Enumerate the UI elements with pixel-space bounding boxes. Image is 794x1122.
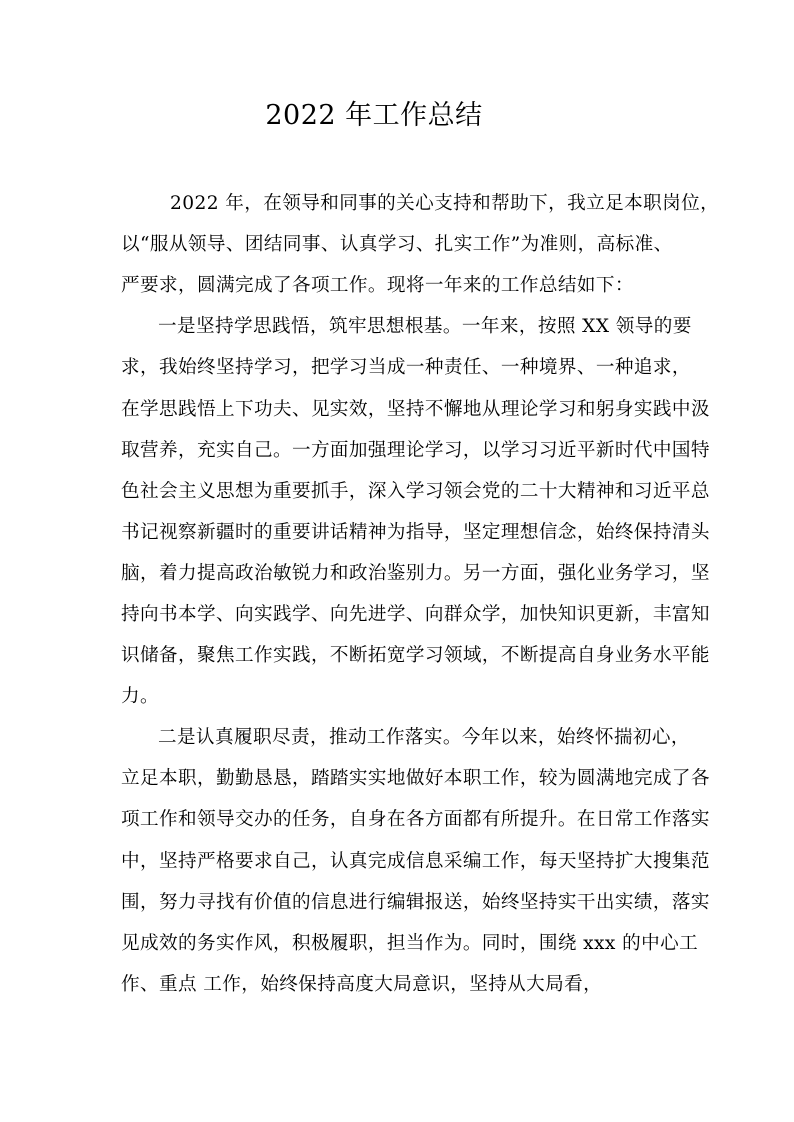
paragraph-line: 取营养，充实自己。一方面加强理论学习，以学习习近平新时代中国特 (121, 440, 710, 461)
paragraph-line: 作、重点 工作，始终保持高度大局意识，坚持从大局看， (121, 974, 603, 995)
paragraph-line: 持向书本学、向实践学、向先进学、向群众学，加快知识更新，丰富知 (121, 604, 710, 625)
paragraph-line: 在学思践悟上下功夫、见实效，坚持不懈地从理论学习和躬身实践中汲 (121, 399, 710, 420)
paragraph-line: 一是坚持学思践悟，筑牢思想根基。一年来，按照 XX 领导的要 (158, 316, 692, 337)
paragraph-line: 立足本职，勤勤恳恳，踏踏实实地做好本职工作，较为圆满地完成了各 (121, 768, 710, 789)
paragraph-line: 以“服从领导、团结同事、认真学习、扎实工作”为准则，高标准、 (121, 234, 673, 255)
paragraph-line: 项工作和领导交办的任务，自身在各方面都有所提升。在日常工作落实 (121, 809, 710, 830)
paragraph-line: 色社会主义思想为重要抓手，深入学习领会党的二十大精神和习近平总 (121, 481, 710, 502)
paragraph-line: 书记视察新疆时的重要讲话精神为指导，坚定理想信念，始终保持清头 (121, 522, 710, 543)
paragraph-line: 识储备，聚焦工作实践，不断拓宽学习领域，不断提高自身业务水平能 (121, 645, 710, 666)
paragraph-line: 二是认真履职尽责，推动工作落实。今年以来，始终怀揣初心， (158, 727, 690, 748)
document-title: 2022 年工作总结 (265, 100, 483, 131)
paragraph-line: 脑，着力提高政治敏锐力和政治鉴别力。另一方面，强化业务学习，坚 (121, 563, 710, 584)
paragraph-line: 中，坚持严格要求自己，认真完成信息采编工作，每天坚持扩大搜集范 (121, 851, 710, 872)
paragraph-line: 力。 (121, 686, 159, 707)
paragraph-line: 见成效的务实作风，积极履职，担当作为。同时，围绕 xxx 的中心工 (121, 933, 699, 954)
paragraph-line: 求，我始终坚持学习，把学习当成一种责任、一种境界、一种追求， (121, 357, 691, 378)
paragraph-line: 严要求，圆满完成了各项工作。现将一年来的工作总结如下： (121, 275, 634, 296)
paragraph-line: 围，努力寻找有价值的信息进行编辑报送，始终坚持实干出实绩，落实 (121, 892, 710, 913)
paragraph-line: 2022 年，在领导和同事的关心支持和帮助下，我立足本职岗位， (170, 193, 720, 214)
